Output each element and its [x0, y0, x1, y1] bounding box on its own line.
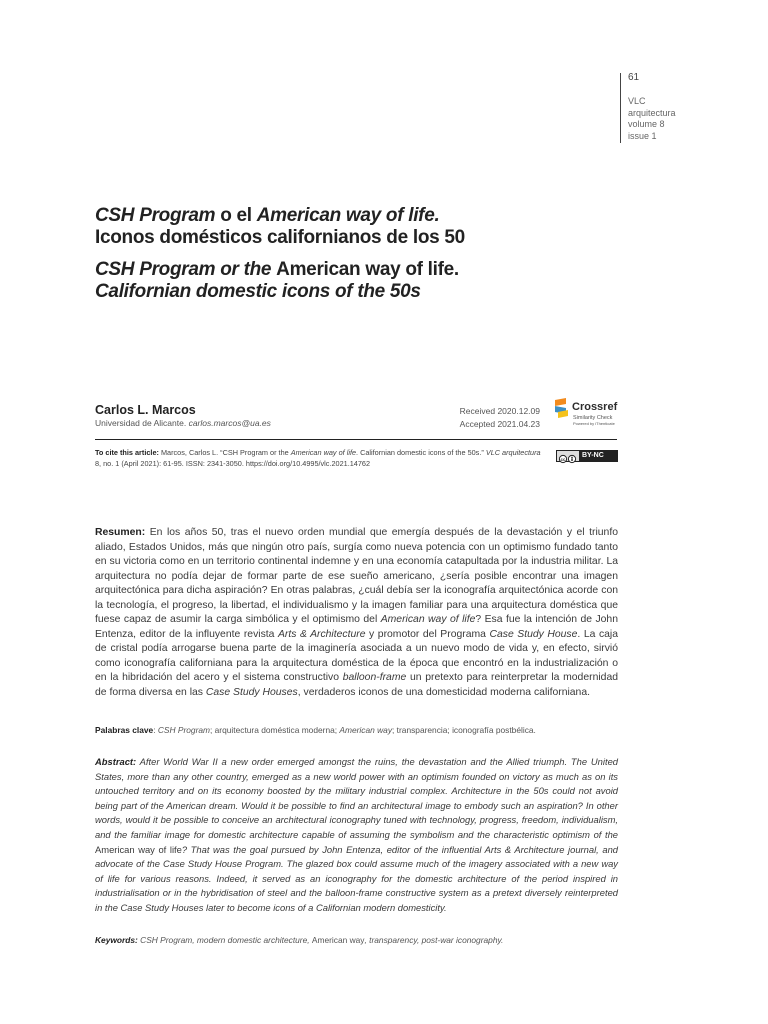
title-en-line2: Californian domestic icons of the 50s	[95, 281, 421, 302]
keywords-text: CSH Program, modern domestic architecture,	[137, 935, 312, 945]
citation-journal: VLC arquitectura	[485, 448, 541, 457]
article-dates	[380, 405, 540, 430]
resumen-text: , verdaderos iconos de una domesticidad moderna californiana.	[297, 686, 591, 698]
journal-line: volume 8	[628, 119, 665, 129]
keywords-label: Keywords:	[95, 935, 138, 945]
resumen-paragraph	[95, 526, 618, 700]
resumen-italic: balloon-frame	[342, 672, 407, 683]
abstract-text: ? That was the goal pursued by John Entenza, editor of the influential Arts & Architecture journal, and advocate of the Case Study House Program. The glazed box could assume much of the imagery associated with a new way of life for various reasons. Indeed, it served as an iconography for the domestic architecture of the period inspired in industrialisation or in the hybridisation of steel and the balloon-frame constructive system as a pretext diversely reinterpreted in the Case Study Houses later to become icons of a Californian modern domesticity.	[95, 843, 619, 913]
accepted-date: Accepted 2021.04.23	[459, 418, 540, 429]
resumen-italic: Case Study House	[489, 628, 578, 640]
cc-license-label: BY-NC	[582, 452, 604, 459]
abstract-upright: American way of life	[95, 843, 182, 855]
citation-part: Marcos, Carlos L. “CSH Program or the	[158, 448, 291, 457]
citation-part-italic: American way of life	[290, 448, 357, 457]
author-email[interactable]: carlos.marcos@ua.es	[188, 418, 271, 428]
cc-icon	[557, 451, 579, 461]
palabras-label: Palabras clave	[95, 725, 154, 735]
author-affiliation	[95, 418, 271, 428]
resumen-text: En los años 50, tras el nuevo orden mundial que emergía después de la devastación y el triunfo aliado, Estados Unidos, más que ningún otro país, surgía como nueva potencia con un optimismo fundado tanto en su victoria como en un territorio continental indemne y en una economía catapultada por la industria militar. La arquitectura no podía dejar de formar parte de ese sueño americano, ¿sería posible encontrar una imagen arquitectónica para dicha aspiración? En otras palabras, ¿cuál debía ser la iconografía arquitectónica acorde con la tecnología, el progreso, la libertad, el individualismo y la imagen familiar para una arquitectura doméstica que fuese capaz de asumir la carga simbólica y el optimismo del	[95, 527, 618, 625]
header-rule	[620, 73, 621, 143]
resumen-label: Resumen:	[95, 527, 146, 538]
keywords	[95, 934, 618, 946]
author-name: Carlos L. Marcos	[95, 403, 196, 417]
resumen-italic: Case Study Houses	[205, 686, 298, 698]
title-es-italic-a: CSH Program	[95, 205, 216, 226]
title-es-plain: o el	[215, 205, 257, 226]
title-en-plain: American way of life.	[276, 259, 459, 280]
title-en-line1	[95, 259, 635, 281]
crossref-subtitle	[573, 415, 615, 427]
palabras-italic: American way	[339, 725, 393, 735]
article-titles	[95, 205, 635, 303]
crossref-name: Crossref	[572, 401, 618, 413]
affiliation-text: Universidad de Alicante.	[95, 418, 189, 428]
resumen-text: y promotor del Programa	[365, 628, 490, 640]
resumen-italic: American way of life	[380, 614, 476, 625]
resumen-text: ? Esa fue la intención de John Entenza, editor de la influyente revista	[95, 614, 618, 640]
citation-label: To cite this article:	[95, 448, 159, 457]
journal-line: issue 1	[628, 130, 657, 141]
citation-part: . Californian domestic icons of the 50s.”	[356, 448, 486, 457]
journal-line: VLC	[628, 96, 646, 106]
received-date: Received 2020.12.09	[459, 406, 540, 416]
resumen-text: un pretexto para reinterpretar la modernidad de forma diversa en las	[95, 672, 618, 698]
keywords-text: , transparency, post-war iconography.	[364, 935, 504, 945]
palabras-sep: :	[153, 725, 158, 735]
palabras-italic: CSH Program	[157, 725, 210, 735]
keywords-upright: American way	[311, 935, 365, 945]
abstract-text: After World War II a new order emerged amongst the ruins, the devastation and the Allied triumph. The United States, more than any other country, emerged as a new world power with an optimism founded on victory as much as on its untouched territory and on its economy boosted by the military industrial complex. Architecture in the 50s could not avoid being part of the American dream. Would it be possible to find an architectural image to embody such an aspiration? In other words, would it be possible to conceive an architectural iconography tuned with technology, progress, freedom, individualism, and the familiar image for domestic architecture capable of assuming the symbolism and the characteristic optimism of the	[95, 756, 618, 840]
crossref-sub1: Similarity Check	[573, 415, 613, 421]
crossref-logo[interactable]	[554, 398, 624, 426]
crossref-sub2: Powered by iThenticate	[573, 421, 615, 426]
abstract-paragraph	[95, 755, 618, 916]
palabras-clave	[95, 724, 618, 736]
palabras-text: ; transparencia; iconografía postbélica.	[392, 725, 536, 735]
title-es-line2: Iconos domésticos californianos de los 50	[95, 227, 465, 248]
title-es-italic-c: American way of life.	[256, 205, 440, 226]
page-number: 61	[628, 72, 640, 83]
abstract-label: Abstract:	[95, 756, 137, 767]
title-es-line1	[95, 205, 635, 227]
cc-license-badge[interactable]	[556, 450, 618, 462]
crossref-mark-icon	[554, 398, 570, 420]
citation	[95, 448, 543, 469]
title-en-italic: CSH Program or the	[95, 259, 277, 280]
divider	[95, 439, 617, 440]
palabras-text: ; arquitectura doméstica moderna;	[210, 725, 340, 735]
journal-info	[628, 96, 708, 142]
resumen-text: . La caja de cristal podía arrogarse buena parte de la imaginería asociada a un nuevo modo de vida y, en efecto, sirvió como iconografía californiana para la arquitectura doméstica de la época que encontró en la industrialización o en la hibridación del acero y el sistema constructivo	[95, 628, 619, 683]
citation-part[interactable]: 8, no. 1 (April 2021): 61-95. ISSN: 2341-3050. https://doi.org/10.4995/vlc.2021.14762	[95, 458, 371, 468]
journal-line: arquitectura	[628, 107, 676, 118]
resumen-italic: Arts & Architecture	[277, 628, 366, 640]
svg-text:cc: cc	[560, 456, 566, 462]
